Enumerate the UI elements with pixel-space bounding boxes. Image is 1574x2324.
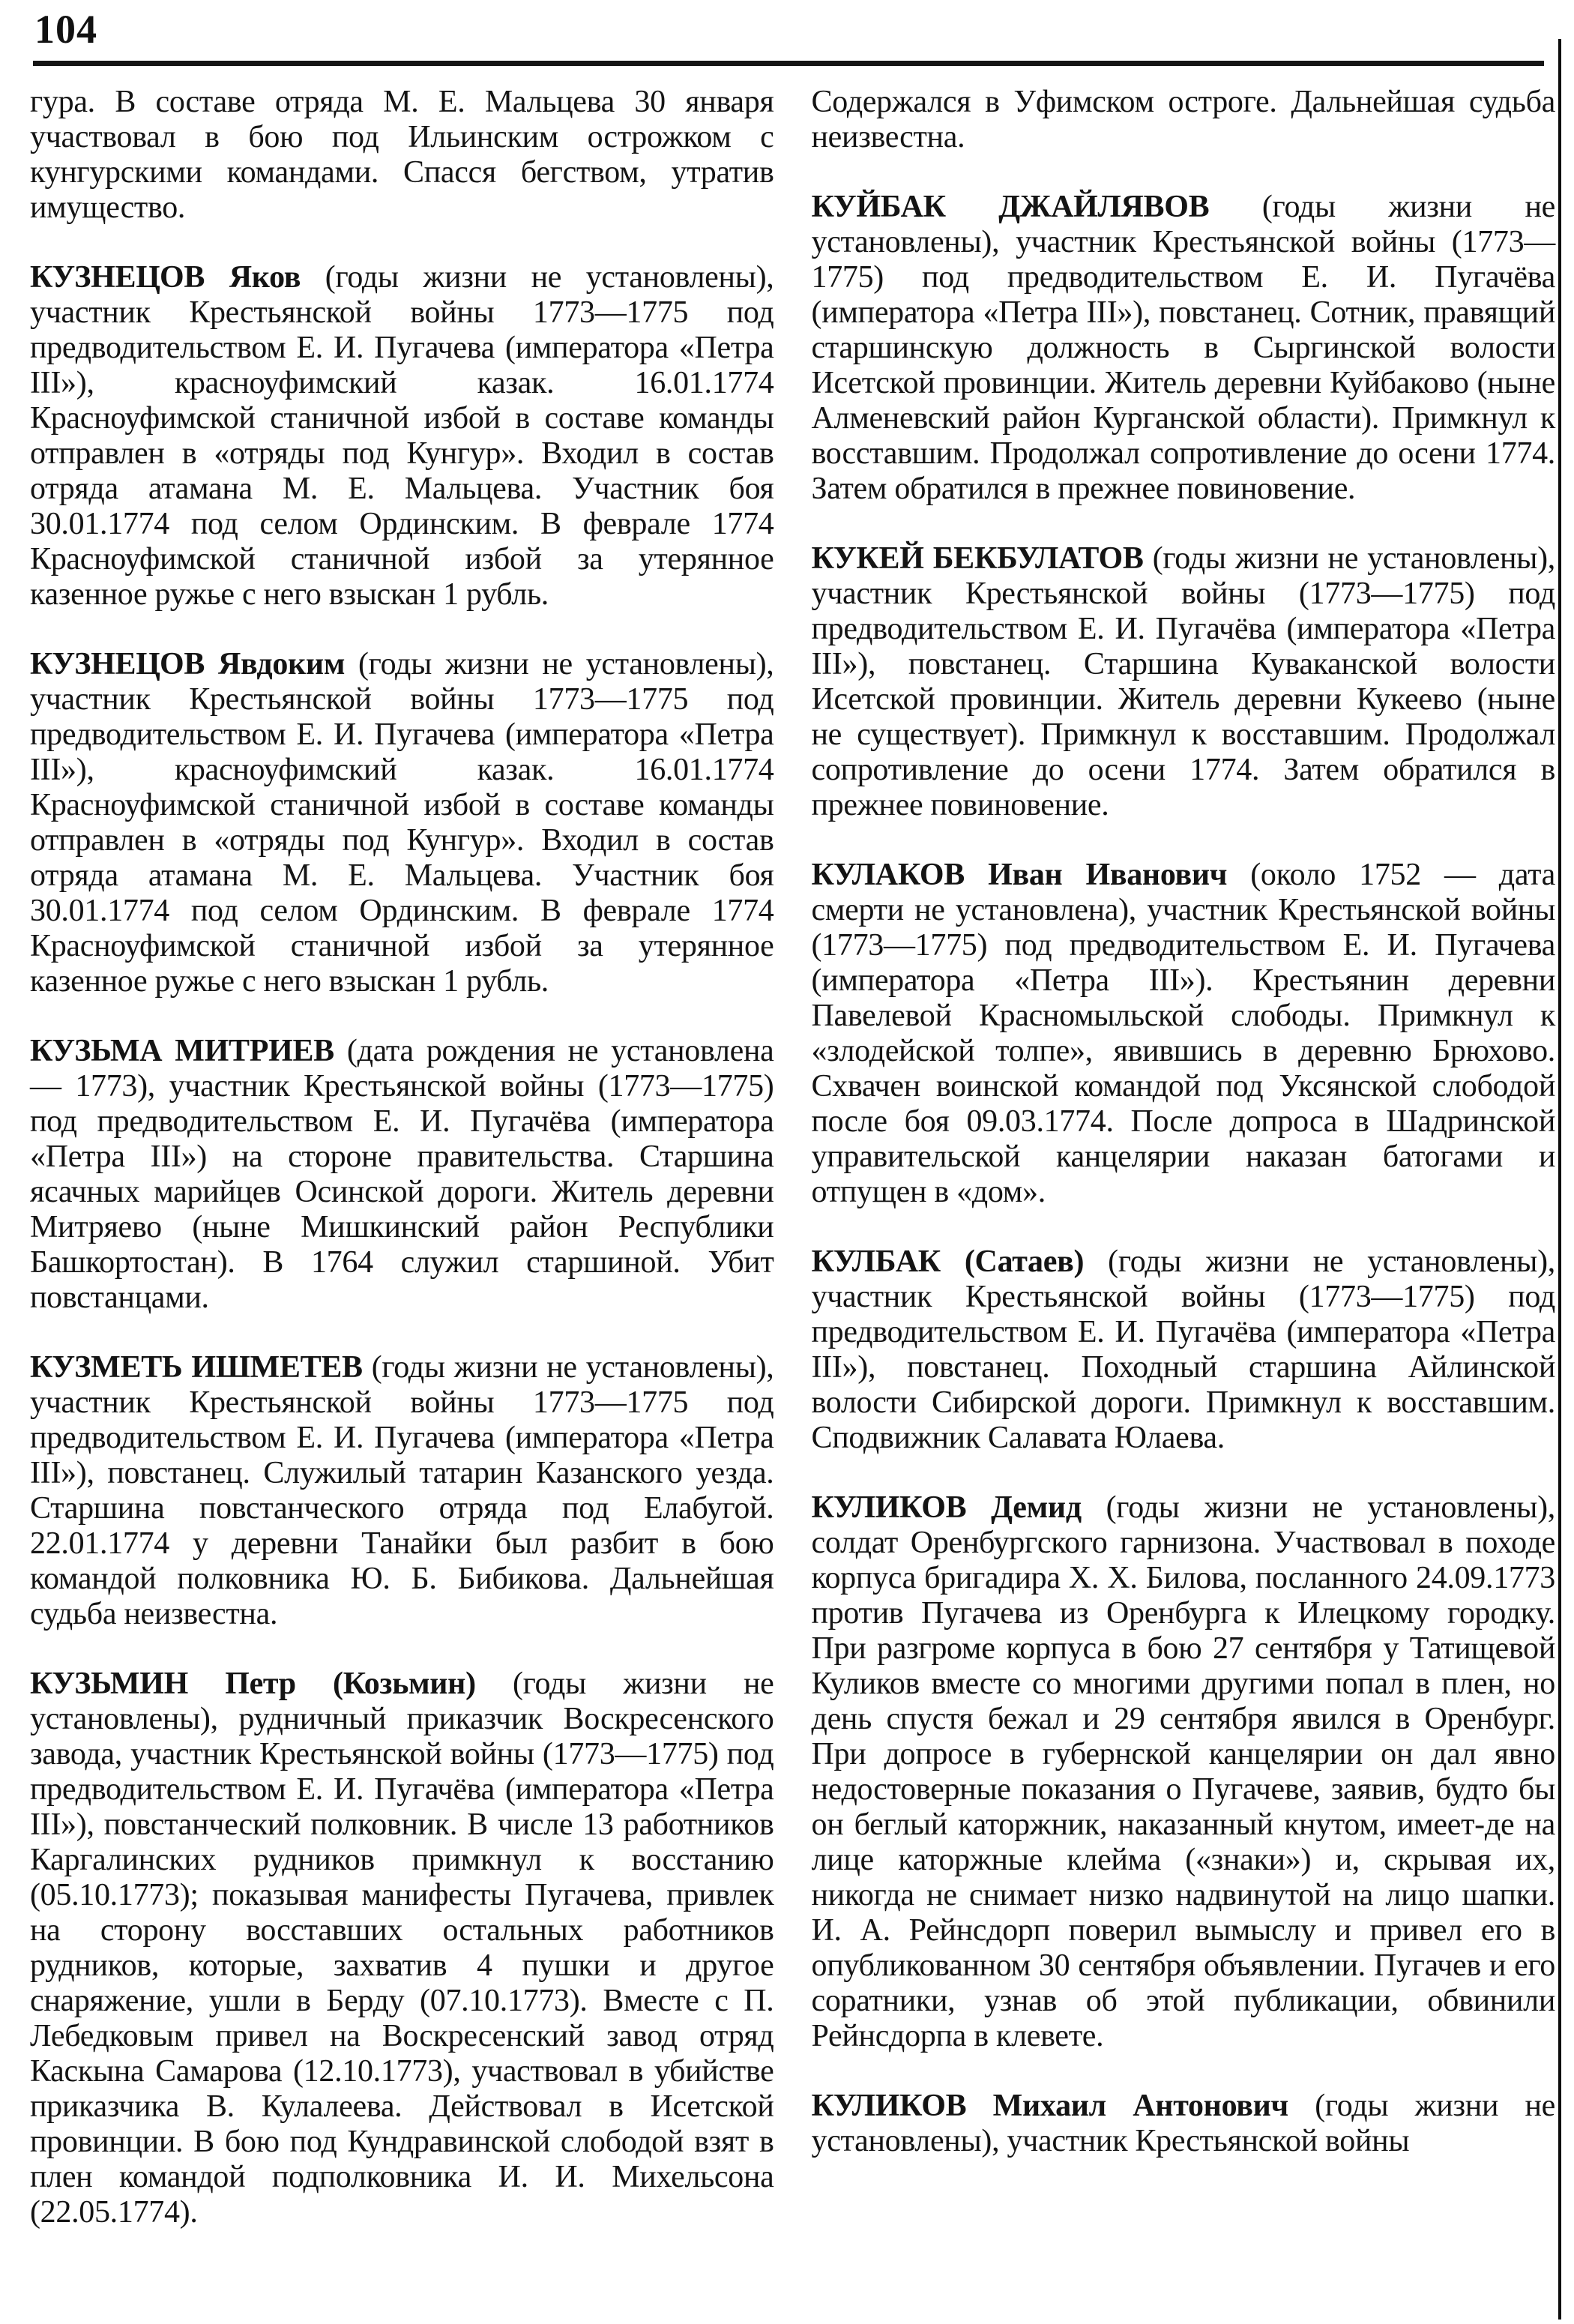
dictionary-entry [30,647,774,999]
entry-body-text: (дата рождения не установлена — 1773), участник Крестьянской войны (1773—1775) под предводительством Е. И. Пугачёва (императора «Петра III») на стороне правительства. Старшина ясачных марийцев Осинской дороги. Житель деревни Митряево (ныне Мишкинский район Республики Башкортостан). В 1764 служил старшиной. Убит повстанцами. [30,1034,774,1315]
page-content [0,66,1574,2230]
text-column-left [30,85,774,2230]
continuation-paragraph [30,85,774,226]
entry-body-text: (годы жизни не установлены), солдат Оренбургского гарнизона. Участвовал в походе корпуса бригадира Х. Х. Билова, посланного 24.09.1773 против Пугачева из Оренбурга к Илецкому городку. При разгроме корпуса в бою 27 сентября у Татищевой Куликов вместе со многими другими попал в плен, но день спустя бежал и 29 сентября явился в Оренбург. При допросе в губернской канцелярии он дал явно недостоверные показания о Пугачеве, заявив, будто бы он беглый каторжник, наказанный кнутом, имеет-де на лице каторжные клейма («знаки») и, скрывая их, никогда не снимает низко надвинутой на лицо шапки. И. А. Рейнсдорп поверил вымыслу и привел его в опубликованном 30 сентября объявлении. Пугачев и его соратники, узнав об этой публикации, обвинили Рейнсдорпа в клевете. [811,1490,1555,2053]
dictionary-entry [30,1350,774,1632]
entry-body-text: (годы жизни не установлены), рудничный приказчик Воскресенского завода, участник Крестьянской войны (1773—1775) под предводительством Е. И. Пугачёва (императора «Петра III»), повстанческий полковник. В числе 13 работников Каргалинских рудников примкнул к восстанию (05.10.1773); показывая манифесты Пугачева, привлек на сторону восставших остальных работников рудников, которые, захватив 4 пушки и другое снаряжение, ушли в Берду (07.10.1773). Вместе с П. Лебедковым привел на Воскресенский завод отряд Каскына Самарова (12.10.1773), участвовал в убийстве приказчика В. Кулалеева. Действовал в Исетской провинции. В бою под Кундравинской слободой взят в плен командой подполковника И. И. Михельсона (22.05.1774). [30,1667,774,2230]
entry-headword: КУКЕЙ БЕКБУЛАТОВ [811,541,1144,576]
page-number: 104 [34,7,97,52]
entry-body-text: (годы жизни не установлены), участник Крестьянской войны (1773—1775) под предводительством Е. И. Пугачёва (императора «Петра III»), повстанец. Походный старшина Айлинской волости Сибирской дороги. Примкнул к восставшим. Сподвижник Салавата Юлаева. [811,1244,1555,1455]
entry-headword: КУЙБАК ДЖАЙЛЯВОВ [811,190,1210,224]
entry-headword: КУЛИКОВ Михаил Антонович [811,2089,1288,2123]
entry-headword: КУЗЬМА МИТРИЕВ [30,1034,334,1068]
entry-headword: КУЗНЕЦОВ Яков [30,260,301,295]
dictionary-entry [812,2089,1556,2159]
entry-body-text: (годы жизни не установлены), участник Крестьянской войны 1773—1775 под предводительством Е. И. Пугачева (императора «Петра III»), красноуфимский казак. 16.01.1774 Красноуфимской станичной избой в составе команды отправлен в «отряды под Кунгур». Входил в состав отряда атамана М. Е. Мальцева. Участник боя 30.01.1774 под селом Ординским. В феврале 1774 Красноуфимской станичной избой за утерянное казенное ружье с него взыскан 1 рубль. [30,260,774,612]
header-rule-divider [33,61,1544,66]
dictionary-entry [30,260,774,612]
entry-headword: КУЛИКОВ Демид [811,1490,1082,1525]
page-edge-scan-line [1558,39,1561,2320]
entry-body-text: (годы жизни не установлены), участник Крестьянской войны (1773—1775) под предводительством Е. И. Пугачёва (императора «Петра III»), повстанец. Старшина Куваканской волости Исетской провинции. Житель деревни Кукеево (ныне не существует). Примкнул к восставшим. Продолжал сопротивление до осени 1774. Затем обратился в прежнее повиновение. [811,541,1555,822]
entry-headword: КУЗЬМИН Петр (Козьмин) [30,1667,476,1701]
entry-body-text: гура. В составе отряда М. Е. Мальцева 30 января участвовал в бою под Ильинским острожком с кунгурскими командами. Спасся бегством, утратив имущество. [30,85,774,225]
dictionary-entry [30,1667,774,2230]
text-column-right [812,85,1556,2230]
page-header [0,0,1574,52]
entry-body-text: (годы жизни не установлены), участник Крестьянской войны 1773—1775 под предводительством Е. И. Пугачева (императора «Петра III»), повстанец. Служилый татарин Казанского уезда. Старшина повстанческого отряда под Елабугой. 22.01.1774 у деревни Танайки был разбит в бою командой полковника Ю. Б. Бибикова. Дальнейшая судьба неизвестна. [30,1350,774,1631]
entry-headword: КУЗМЕТЬ ИШМЕТЕВ [30,1350,363,1385]
dictionary-entry [812,541,1556,823]
dictionary-entry [812,1244,1556,1456]
entry-body-text: (около 1752 — дата смерти не установлена), участник Крестьянской войны (1773—1775) под предводительством Е. И. Пугачева (императора «Петра III»). Крестьянин деревни Павелевой Красномыльской слободы. Примкнул к «злодейской толпе», явившись в деревню Брюхово. Схвачен воинской командой под Уксянской слободой после боя 09.03.1774. После допроса в Шадринской управительской канцелярии наказан батогами и отпущен в «дом». [811,858,1555,1209]
entry-headword: КУЛАКОВ Иван Иванович [811,858,1228,892]
continuation-paragraph [812,85,1556,155]
entry-body-text: (годы жизни не установлены), участник Крестьянской войны (1773—1775) под предводительством Е. И. Пугачёва (императора «Петра III»), повстанец. Сотник, правящий старшинскую должность в Сыргинской волости Исетской провинции. Житель деревни Куйбаково (ныне Алменевский район Курганской области). Примкнул к восставшим. Продолжал сопротивление до осени 1774. Затем обратился в прежнее повиновение. [811,190,1555,506]
dictionary-entry [812,190,1556,507]
dictionary-entry [812,1490,1556,2054]
entry-body-text: Содержался в Уфимском остроге. Дальнейшая судьба неизвестна. [811,85,1555,154]
entry-body-text: (годы жизни не установлены), участник Крестьянской войны [811,2089,1555,2158]
entry-body-text: (годы жизни не установлены), участник Крестьянской войны 1773—1775 под предводительством Е. И. Пугачева (императора «Петра III»), красноуфимский казак. 16.01.1774 Красноуфимской станичной избой в составе команды отправлен в «отряды под Кунгур». Входил в состав отряда атамана М. Е. Мальцева. Участник боя 30.01.1774 под селом Ординским. В феврале 1774 Красноуфимской станичной избой за утерянное казенное ружье с него взыскан 1 рубль. [30,647,774,999]
dictionary-entry [812,858,1556,1210]
dictionary-entry [30,1034,774,1316]
entry-headword: КУЗНЕЦОВ Явдоким [30,647,346,681]
entry-headword: КУЛБАК (Сатаев) [811,1244,1085,1279]
